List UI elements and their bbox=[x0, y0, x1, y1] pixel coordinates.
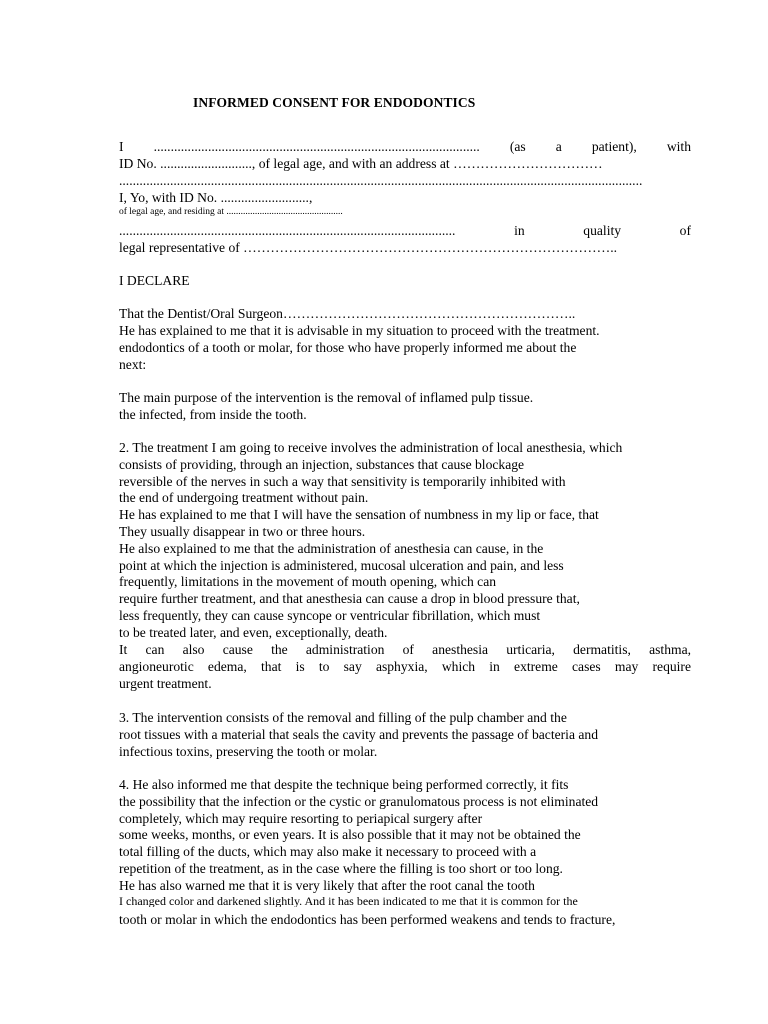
section-4-line: total filling of the ducts, which may also make it necessary to proceed with a bbox=[119, 844, 537, 859]
section-2-line: less frequently, they can cause syncope or ventricular fibrillation, which must bbox=[119, 608, 541, 623]
patient-line: I ................................................................................................ (as a patient), with bbox=[119, 139, 691, 154]
section-2-line: He has explained to me that I will have the sensation of numbness in my lip or face, that bbox=[119, 507, 599, 522]
section-4-line: the possibility that the infection or the cystic or granulomatous process is not eliminated bbox=[119, 794, 599, 809]
section-4-line: 4. He also informed me that despite the technique being performed correctly, it fits bbox=[119, 777, 569, 792]
legal-representative-line: legal representative of ……………………………………………………………………….. bbox=[119, 240, 617, 255]
intro-line: That the Dentist/Oral Surgeon……………………………………………………….. bbox=[119, 306, 576, 321]
section-2-line: reversible of the nerves in such a way that sensitivity is temporarily inhibited with bbox=[119, 474, 566, 489]
intro-line: next: bbox=[119, 357, 147, 372]
section-4-line: completely, which may require resorting to periapical surgery after bbox=[119, 811, 483, 826]
section-2-line: 2. The treatment I am going to receive involves the administration of local anesthesia, which bbox=[119, 440, 623, 455]
section-2-line: He also explained to me that the administration of anesthesia can cause, in the bbox=[119, 541, 544, 556]
section-2-line: It can also cause the administration of anesthesia urticaria, dermatitis, asthma, bbox=[119, 642, 691, 657]
section-3-line: infectious toxins, preserving the tooth or molar. bbox=[119, 744, 378, 759]
id-address-line: ID No. ..........................., of legal age, and with an address at …………………………… bbox=[119, 156, 603, 171]
section-2-line: frequently, limitations in the movement of mouth opening, which can bbox=[119, 574, 497, 589]
section-3-line: root tissues with a material that seals the cavity and prevents the passage of bacteria and bbox=[119, 727, 599, 742]
quality-line: ................................................................................................... in quality of bbox=[119, 223, 691, 238]
intro-line: endodontics of a tooth or molar, for those who have properly informed me about the bbox=[119, 340, 577, 355]
declare-heading: I DECLARE bbox=[119, 273, 190, 288]
representative-id-line: I, Yo, with ID No. .........................., bbox=[119, 190, 313, 205]
section-2-line: urgent treatment. bbox=[119, 676, 212, 691]
section-2-line: require further treatment, and that anesthesia can cause a drop in blood pressure that, bbox=[119, 591, 580, 606]
section-2-line: They usually disappear in two or three hours. bbox=[119, 524, 366, 539]
consent-document bbox=[119, 0, 691, 1024]
section-4-line: tooth or molar in which the endodontics has been performed weakens and tends to fracture, bbox=[119, 912, 616, 927]
address-dotted-line: .......................................................................................................................................................... bbox=[119, 173, 643, 188]
section-4-line: some weeks, months, or even years. It is also possible that it may not be obtained the bbox=[119, 827, 581, 842]
section-4-line: He has also warned me that it is very likely that after the root canal the tooth bbox=[119, 878, 535, 893]
section-4-line: I changed color and darkened slightly. And it has been indicated to me that it is common for the bbox=[119, 896, 578, 907]
section-2-line: the end of undergoing treatment without pain. bbox=[119, 490, 369, 505]
intro-line: He has explained to me that it is advisable in my situation to proceed with the treatment. bbox=[119, 323, 600, 338]
section-2-line: to be treated later, and even, exceptionally, death. bbox=[119, 625, 388, 640]
section-2-line: consists of providing, through an injection, substances that cause blockage bbox=[119, 457, 525, 472]
section-2-line: point at which the injection is administered, mucosal ulceration and pain, and less bbox=[119, 558, 564, 573]
section-3-line: 3. The intervention consists of the removal and filling of the pulp chamber and the bbox=[119, 710, 567, 725]
purpose-line: the infected, from inside the tooth. bbox=[119, 407, 307, 422]
section-4-line: repetition of the treatment, as in the case where the filling is too short or too long. bbox=[119, 861, 563, 876]
document-title: INFORMED CONSENT FOR ENDODONTICS bbox=[193, 95, 476, 110]
section-2-line: angioneurotic edema, that is to say asphyxia, which in extreme cases may require bbox=[119, 659, 691, 674]
purpose-line: The main purpose of the intervention is the removal of inflamed pulp tissue. bbox=[119, 390, 534, 405]
residence-line: of legal age, and residing at ................................................. bbox=[119, 207, 343, 217]
